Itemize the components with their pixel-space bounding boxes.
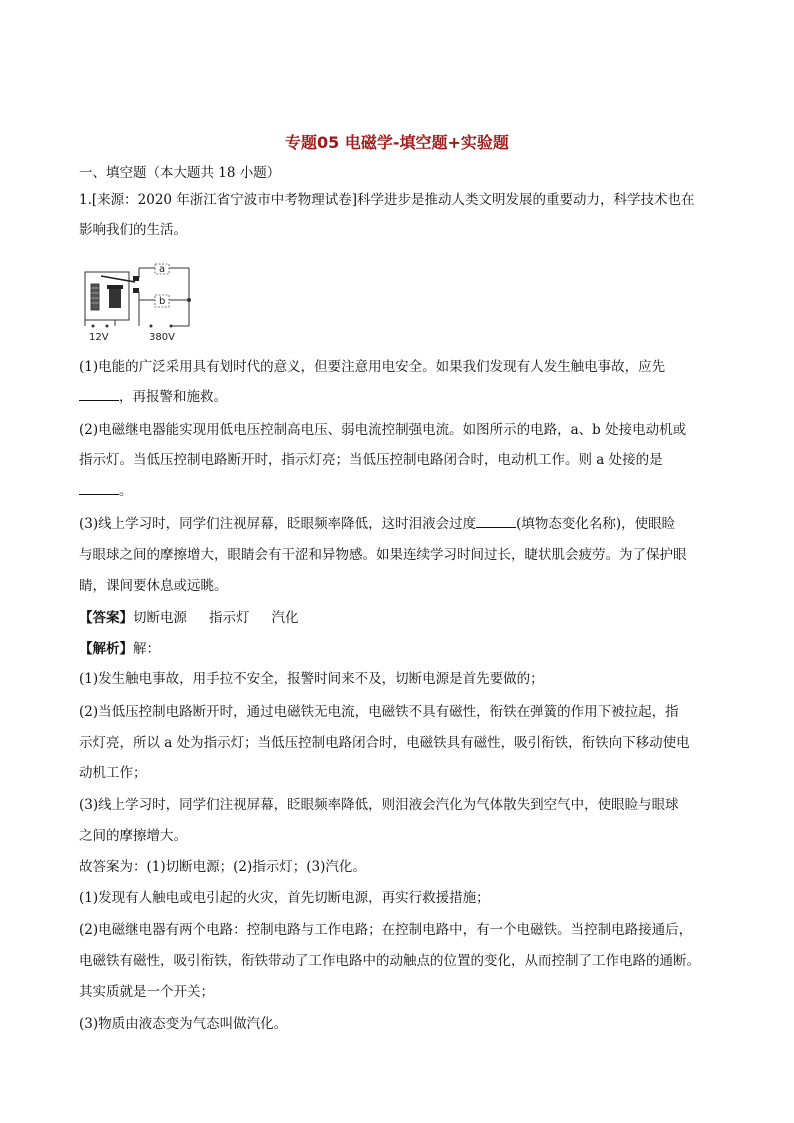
part3-line-3: 睛，课间要休息或远眺。 <box>79 578 228 594</box>
part3-line-1: (3)线上学习时，同学们注视屏幕，眨眼频率降低，这时泪液会过度 (填物态变化名称)，使眼睑 <box>79 516 676 532</box>
answer-item: 切断电源 <box>133 610 187 626</box>
analysis-heading: 【解析】解： <box>79 641 160 657</box>
part3-line-2: 与眼球之间的摩擦增大，眼睛会有干涩和异物感。如果连续学习时间过长，睫状肌会疲劳。为了保护眼 <box>79 547 687 563</box>
answer-blank[interactable] <box>79 388 119 401</box>
analysis-line: 示灯亮，所以 a 处为指示灯；当低压控制电路闭合时，电磁铁具有磁性，吸引衔铁，衔铁向下移动使电 <box>79 735 690 751</box>
answer-label: 【答案】 <box>79 610 133 626</box>
answer-line <box>79 608 719 628</box>
analysis-line: 电磁铁有磁性，吸引衔铁，衔铁带动了工作电路中的动触点的位置的变化，从而控制了工作电路的通断。 <box>79 953 700 969</box>
answer-item: 汽化 <box>271 610 299 626</box>
figure-label-380v: 380V <box>149 332 175 342</box>
question-stem-line-2: 影响我们的生活。 <box>79 222 187 238</box>
analysis-line: (3)线上学习时，同学们注视屏幕，眨眼频率降低，则泪液会汽化为气体散失到空气中，使眼睑与眼球 <box>79 797 679 813</box>
analysis-line: 之间的摩擦增大。 <box>79 828 187 844</box>
analysis-line: 动机工作； <box>79 765 147 781</box>
analysis-line: (1)发生触电事故，用手拉不安全，报警时间来不及，切断电源是首先要做的； <box>79 671 544 687</box>
figure-label-12v: 12V <box>89 332 109 342</box>
question-stem-line-1: 1.[来源：2020 年浙江省宁波市中考物理试卷]科学进步是推动人类文明发展的重要动力，科学技术也在 <box>79 192 695 208</box>
analysis-line: (1)发现有人触电或电引起的火灾，首先切断电源，再实行救援措施； <box>79 890 490 906</box>
analysis-line: 故答案为：(1)切断电源；(2)指示灯；(3)汽化。 <box>79 859 366 875</box>
figure-label-a: a <box>159 264 166 275</box>
part2-line-2: 指示灯。当低压控制电路断开时，指示灯亮；当低压控制电路闭合时，电动机工作。则 a 处接的是 <box>79 452 663 468</box>
analysis-line: 其实质就是一个开关； <box>79 984 214 1000</box>
analysis-line: (2)当低压控制电路断开时，通过电磁铁无电流，电磁铁不具有磁性，衔铁在弹簧的作用下被拉起，指 <box>79 704 679 720</box>
relay-circuit-figure <box>79 262 194 342</box>
part1-line-2: ，再报警和施救。 <box>79 387 719 407</box>
figure-label-b: b <box>159 296 166 307</box>
part1-line-1: (1)电能的广泛采用具有划时代的意义，但要注意用电安全。如果我们发现有人发生触电事故，应先 <box>79 359 666 375</box>
document-title: 专题05 电磁学-填空题+实验题 <box>285 133 509 152</box>
answer-blank[interactable] <box>476 515 516 528</box>
section-heading: 一、填空题（本大题共 18 小题） <box>79 165 281 181</box>
part2-line-3: 。 <box>79 481 719 501</box>
analysis-line: (3)物质由液态变为气态叫做汽化。 <box>79 1016 288 1032</box>
answer-blank[interactable] <box>79 482 119 495</box>
part2-line-1: (2)电磁继电器能实现用低电压控制高电压、弱电流控制强电流。如图所示的电路，a、b 处接电动机或 <box>79 422 687 438</box>
analysis-line: (2)电磁继电器有两个电路：控制电路与工作电路；在控制电路中，有一个电磁铁。当控制电路接通后， <box>79 922 693 938</box>
answer-item: 指示灯 <box>209 610 250 626</box>
analysis-label: 【解析】 <box>79 641 133 657</box>
